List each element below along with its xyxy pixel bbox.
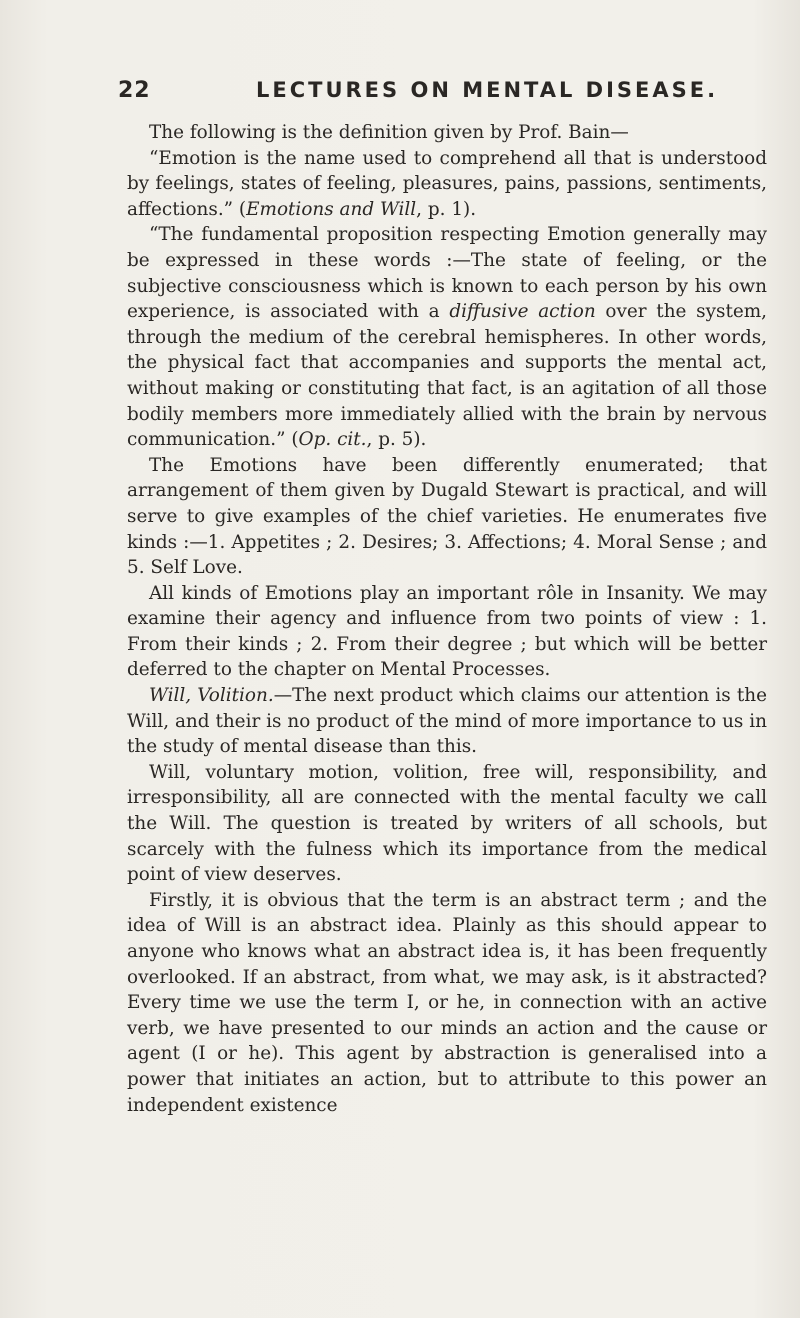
citation-page: , p. 1). <box>416 198 477 220</box>
paragraph-text: All kinds of Emotions play an important rôle in Insanity. We may examine their agency and influence from two points of view : 1. From their kinds ; 2. From their degree ; but which will be better deferred to the chapter on Mental Processes. <box>127 582 767 681</box>
citation-op-cit: Op. cit. <box>298 429 367 451</box>
citation-title: Emotions and Will <box>246 198 417 220</box>
quote-text: “Emotion is the name used to comprehend all that is understood by feelings, states of feeling, pleasures, pains, passions, sentiments, affections.” ( <box>127 147 767 220</box>
paragraph-text: —The next product which claims our attention is the Will, and their is no product of the mind of more importance to us in the study of mental disease than this. <box>127 685 767 758</box>
paragraph-abstract-idea <box>127 888 767 1118</box>
paragraph-text: Will, voluntary motion, volition, free will, responsibility, and irresponsibility, all are connected with the mental faculty we call the Will. The question is treated by writers of all schools, but scarcely with the fulness which its importance from the medical point of view deserves. <box>127 761 767 886</box>
emphasis-term: diffusive action <box>449 301 596 323</box>
paragraph-will-volition <box>127 683 767 760</box>
paragraph-text: The Emotions have been differently enumerated; that arrangement of them given by Dugald Stewart is practical, and will serve to give examples of the chief varieties. He enumerates five kinds :—1. Appetites ; 2. Desires; 3. Affections; 4. Moral Sense ; and 5. Self Love. <box>127 454 767 579</box>
quote-text: “The fundamental proposition respecting Emotion generally may be expressed in these words :—The state of feeling, or the subjective consciousness which is known to each person by his own experience, is associated with a <box>127 224 767 323</box>
page-number: 22 <box>118 78 151 103</box>
paragraph-quote-definition <box>127 146 767 223</box>
paragraph-emotions-insanity <box>127 581 767 683</box>
running-head: LECTURES ON MENTAL DISEASE. <box>256 78 719 102</box>
paragraph-text: The following is the definition given by Prof. Bain— <box>149 122 629 143</box>
paragraph-quote-proposition <box>127 222 767 452</box>
section-heading: Will, Volition. <box>149 685 274 707</box>
body-text <box>127 120 767 1118</box>
paragraph-text: Firstly, it is obvious that the term is an abstract term ; and the idea of Will is an abstract idea. Plainly as this should appear to anyone who knows what an abstract idea is, it has been frequently overlooked. If an abstract, from what, we may ask, is it abstracted? Every time we use the term I, or he, in connection with an active verb, we have presented to our minds an action and the cause or agent (I or he). This agent by abstraction is generalised into a power that initiates an action, but to attribute to this power an independent existence <box>127 889 767 1116</box>
quote-text-cont: over the system, through the medium of the cerebral hemispheres. In other words, the physical fact that accompanies and supports the mental act, without making or constituting that fact, is an agitation of all those bodily members more immediately allied with the brain by nervous communication.” ( <box>127 301 767 451</box>
citation-page: , p. 5). <box>366 429 427 451</box>
paragraph-will-terms <box>127 760 767 888</box>
paragraph-emotions-enumerated <box>127 453 767 581</box>
paragraph-intro <box>127 120 767 146</box>
page-header <box>118 78 738 114</box>
